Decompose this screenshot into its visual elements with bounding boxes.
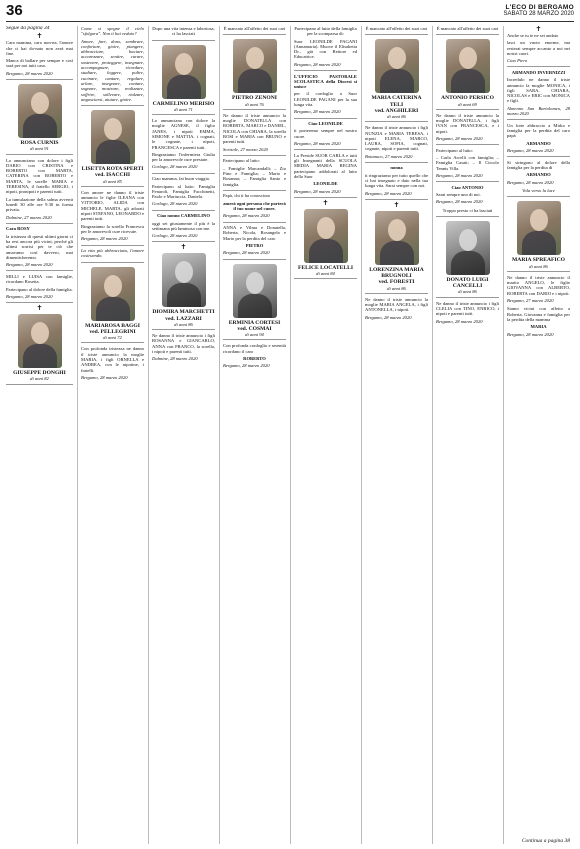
notice-text: Ringraziamo la sorella Francesca per le amorevoli cure ricevute.	[81, 223, 144, 234]
portrait-photo	[18, 84, 62, 138]
notice-text: Cara mamma, caro non-na, l'amore che ci hai do-nato non avrà mai fine.	[6, 40, 73, 56]
notice-text: ARMANDO	[526, 140, 551, 146]
notice-text: Siamo vicini con affetto a Roberta, Giovanna e famiglia per la perdita della mamma	[507, 306, 570, 322]
deceased-age: di anni 94	[245, 331, 264, 337]
notice-text: Partecipano al lutto:	[223, 158, 260, 164]
notice-signature: Bergamo, 28 marzo 2020	[507, 331, 554, 337]
portrait-photo	[18, 314, 62, 368]
obituary-notice	[507, 275, 570, 303]
deceased-name: PIETRO ZENONI	[232, 95, 277, 102]
notice-text: Sarai sempre uno di noi.	[436, 192, 481, 198]
obituary-photo-card	[223, 259, 286, 341]
obituary-notice	[365, 165, 428, 195]
notice-text: Lo annunciano con dolore la moglie AGNESE, il figlio JANES, i nipoti EMMA, SIMONE e MATTIA, i cognati, le cognate, i nipoti, FRANCESCA e parenti tutti.	[152, 118, 215, 150]
obituary-photo-card	[365, 199, 428, 294]
obituary-notice	[6, 274, 73, 299]
notice-text: Ringraziamo l'infermiera Giulia per la amorevole cure prestate.	[152, 151, 215, 163]
obituary-columns	[6, 26, 574, 844]
obituary-photo-card	[507, 196, 570, 272]
notice-text: ARMANDO INVERNIZZI	[511, 69, 566, 75]
divider	[507, 119, 570, 120]
obituary-photo-card	[294, 197, 357, 280]
divider	[294, 70, 357, 71]
portrait-photo	[162, 253, 206, 307]
divider	[152, 210, 215, 211]
notice-text: MARIA	[530, 324, 547, 330]
column-4	[219, 26, 286, 844]
notice-signature: Bergamo, 28 marzo 2020	[294, 188, 341, 194]
divider	[6, 270, 73, 271]
divider	[294, 149, 357, 150]
notice-signature: Bergamo, 28 marzo 2020	[365, 314, 412, 320]
obituary-notice	[294, 26, 357, 67]
notice-text: ROBERTO	[243, 355, 266, 361]
notice-text: MILLI e LUISA con famiglie, ricordano Rosetta.	[6, 273, 73, 285]
notice-text: Con profonda cordoglio e serenità ricordano il caro	[223, 343, 286, 354]
notice-text: – Carlo Arcelli con famiglia; – Famiglia Casati; – Il Circolo Tennis Villa.	[436, 155, 499, 171]
cross-icon: ✝	[36, 304, 43, 313]
notice-signature: Bergamo, 28 marzo 2020	[365, 190, 412, 196]
divider	[436, 181, 499, 182]
obituary-photo-card	[6, 79, 73, 155]
notice-signature: Bergamo, 27 marzo 2020	[507, 298, 554, 304]
deceased-age: di anni 86	[529, 263, 548, 269]
obituary-notice	[507, 188, 570, 193]
notice-text: Ciao ANTONIO	[451, 184, 484, 190]
obituary-photo-card	[436, 216, 499, 298]
notice-text: Cara ROSY	[6, 226, 30, 232]
obituary-photo-card	[223, 34, 286, 110]
deceased-married-name: ved. PELLEGRINI	[89, 328, 136, 335]
notice-text: lasci un vuoto enorme, ma resterai sempre accanto a noi nei nostri cuori.	[507, 40, 570, 56]
portrait-photo	[375, 211, 419, 265]
obituary-notice	[6, 33, 73, 76]
obituary-notice	[436, 148, 499, 178]
obituary-notice	[436, 26, 499, 31]
deceased-name: ERMINIA CORTESI	[228, 319, 281, 326]
deceased-married-name: ved. ANGHILERI	[374, 107, 419, 114]
portrait-photo	[91, 267, 135, 321]
portrait-photo	[446, 221, 490, 275]
portrait-photo	[375, 39, 419, 93]
deceased-age: di anni 86	[458, 289, 477, 295]
notice-text: amerà ogni persona che porterà il tuo nome nel cuore.	[223, 200, 286, 211]
notice-text: Ne danno il triste annuncio la moglie DONATELLA con ROBERTA, MARCO e DANIEL, NICOLA con CHIARA, la sorella ROSI e MARIA con BRUNO e parenti tutti.	[223, 112, 286, 145]
notice-text: Ne danno il triste annuncio il marito ANGELO, le figlie GIOVANNA con ALBERTO, ROBERTA con DARIO e i nipoti.	[507, 274, 570, 296]
notice-text: Partecipano al lutto:	[436, 147, 473, 153]
obituary-notice	[81, 346, 144, 380]
obituary-notice	[223, 113, 286, 152]
notice-text: Troppo presto ci ha lasciati	[442, 207, 493, 213]
divider	[294, 118, 357, 119]
deceased-married-name: ved. ISACCHI	[94, 172, 131, 179]
notice-text: Ne danno il triste annuncio la moglie DONATELLA, i figli IVAN con FRANCESCA, e i nipoti.	[436, 112, 499, 134]
portrait-photo	[233, 264, 277, 318]
notice-text: oggi sei giustamente il più è la settimana più luminosa con me.	[152, 220, 215, 231]
notice-text: Ne danno il triste annuncio i figli ROSANNA e GIANCARLO, ANNA con FRANCO, la sorella, i nipoti e parenti tutti.	[152, 333, 215, 355]
deceased-age: di anni 72	[103, 335, 122, 341]
notice-text: Come si spegne il cielo "sfolgora". Non ti hai veduto?	[81, 26, 144, 37]
divider	[6, 223, 73, 224]
obituary-notice	[436, 208, 499, 213]
cross-icon: ✝	[180, 243, 187, 252]
obituary-notice	[152, 176, 215, 206]
notice-text: Si stringono al dolore della famiglia per la perdita di	[507, 159, 570, 171]
obituary-notice	[81, 248, 144, 259]
column-2	[77, 26, 144, 844]
obituary-photo-card	[81, 262, 144, 344]
obituary-photo-card	[152, 40, 215, 116]
notice-signature: Bergamo, 28 marzo 2020	[6, 70, 53, 76]
obituary-notice	[81, 26, 144, 102]
notice-text: Un forte abbraccio a Mirko e famiglia per la perdita del caro papà	[507, 122, 570, 139]
notice-text: Papà, chi ti ha conosciuto	[223, 193, 271, 199]
obituary-notice	[507, 160, 570, 185]
notice-text: nonna	[390, 165, 403, 171]
divider	[152, 173, 215, 174]
obituary-notice	[152, 118, 215, 170]
obituary-photo-card	[6, 302, 73, 385]
notice-text: Partecipano al lutto: Famiglia Fenaroli, Famiglia Facchinetti, Paolo e Mariuccia, Daniela.	[152, 183, 215, 200]
notice-text: L'UFFICIO PASTORALE SCOLASTICA della Diocesi si unisce	[294, 73, 357, 90]
notice-signature: Bergamo, 28 marzo 2020	[507, 179, 554, 185]
deceased-name: ROSA CURNIS	[20, 140, 59, 147]
notice-text: Amore, fare, dono, sembrare, confortare, gioire, piangere, abbracciare, baciare, accarezzare, sentire, curare, sostenere, proteggere, insegnare, accompagnare, ricordare, studiare, leggere, pulire, cucinare, cantare, regalare, urlare, insegnare, contare, sognare, mostrare, realizzare, soffrire, sollevare, rialzare, angosciarsi, aiutare, gioire.	[81, 38, 144, 102]
divider	[365, 162, 428, 163]
notice-text: La tumulazione della salma avverrà lunedì 30 alle ore 9.30 in forma privata.	[6, 196, 73, 213]
notice-signature: Bergamo, 28 marzo 2020	[223, 213, 270, 219]
divider	[223, 155, 286, 156]
notice-signature: Bergamo, 28 marzo 2020	[436, 135, 483, 141]
deceased-name: MARIAROSA BAGGI	[85, 322, 140, 329]
notice-text: PIETRO	[245, 242, 264, 248]
divider	[81, 245, 144, 246]
notice-signature: Gorlago, 28 marzo 2020	[152, 164, 198, 170]
obituary-notice	[223, 343, 286, 368]
notice-signature: Bergamo, 28 marzo 2020	[294, 141, 341, 147]
notice-text: Ciao mamma, fai buon viaggio.	[152, 176, 211, 182]
column-1	[6, 26, 73, 844]
notice-text: Anche se tu te ne sei andato	[507, 33, 559, 38]
deceased-name: GIUSEPPE DONGHI	[13, 370, 66, 377]
issue-date: SABATO 28 MARZO 2020	[503, 11, 574, 17]
notice-signature: Ciao Piero	[507, 58, 528, 64]
obituary-notice	[436, 113, 499, 141]
deceased-age: di anni 84	[316, 271, 335, 277]
column-6	[361, 26, 428, 844]
obituary-notice	[365, 125, 428, 159]
notice-text: La vita più abbracciata, l'amore costruendo.	[81, 248, 144, 259]
notice-text: ARMANDO	[526, 172, 551, 178]
cross-icon: ✝	[393, 200, 400, 209]
masthead	[504, 4, 574, 18]
obituary-notice	[81, 190, 144, 242]
notice-signature: Bergamo, 28 marzo 2020	[436, 172, 483, 178]
obituary-notice	[152, 213, 215, 238]
continued-to: Continua a pagina 38	[521, 837, 570, 844]
divider	[223, 190, 286, 191]
notice-text: Partecipano al dolore della famiglia.	[6, 286, 73, 292]
obituary-photo-card	[152, 241, 215, 330]
obituary-photo-card	[436, 34, 499, 110]
obituary-notice	[223, 193, 286, 218]
cross-icon: ✝	[322, 198, 329, 207]
notice-signature: Bergamo, 28 marzo 2020	[6, 262, 53, 268]
notice-signature: Bergamo, 28 marzo 2020	[223, 250, 270, 256]
notice-text: Incredulo ne danno il triste annuncio la moglie MONICA, i figli SARA, CHIARA, NICOLAS e ERIC con MONICA e figli.	[507, 77, 570, 104]
deceased-age: di anni 71	[174, 106, 193, 112]
portrait-photo	[304, 209, 348, 263]
deceased-married-name: ved. LAZZARI	[165, 315, 202, 322]
divider	[507, 156, 570, 157]
notice-text: ti porteremo sempre nel nostro cuore.	[294, 128, 357, 139]
deceased-married-name: ved. COSMAI	[237, 325, 272, 332]
deceased-name: CARMELINO MERISIO	[152, 100, 215, 107]
deceased-age: di anni 86	[174, 321, 193, 327]
notice-signature: Almenno San Bartolomeo, 28 marzo 2020	[507, 105, 570, 117]
notice-signature: Botanuco, 27 marzo 2020	[365, 153, 413, 159]
obituary-notice	[436, 301, 499, 324]
deceased-name: MARIA CATERINA TELI	[371, 95, 422, 108]
obituary-notice	[223, 158, 286, 186]
obituary-notice	[152, 26, 215, 37]
deceased-name: LISETTA ROTA SPERTI	[81, 166, 144, 173]
notice-text: Vola verso la luce	[522, 188, 555, 194]
notice-text: Ciao nonno CARMELINO	[157, 213, 210, 219]
deceased-age: di anni 69	[458, 101, 477, 107]
notice-text: Manca di ballare per sempre e così sarà per noi tutti caso.	[6, 58, 73, 69]
obituary-photo-card	[365, 34, 428, 122]
obituary-notice	[436, 185, 499, 205]
notice-text: Con profonda tristezza ne danno il triste annuncio la moglie MARIA, i figli ORNELLA e ANDREA, con le nipotine, i fratelli.	[81, 346, 144, 373]
obituary-notice	[6, 226, 73, 267]
deceased-age: di anni 82	[30, 376, 49, 382]
notice-signature: Gorlago, 28 marzo 2020	[152, 233, 198, 239]
deceased-name: DIOMIRA MARCHETTI	[152, 309, 215, 316]
notice-text: Partecipano al lutto della famiglia per la scomparsa di:	[294, 26, 357, 37]
deceased-name: ANTONIO PERSICO	[441, 95, 494, 102]
notice-text: Dopo una vita intensa e laboriosa, ci ha lasciati	[152, 26, 215, 37]
notice-signature: Bergamo, 28 marzo 2020	[81, 236, 128, 242]
cross-icon: ✝	[535, 26, 542, 33]
notice-text: Ne danno il triste annuncio la moglie MARIA ANGELA, i figli ANTONELLA, i nipoti.	[365, 296, 428, 313]
notice-text: Ciao LEONILDE	[308, 121, 343, 127]
notice-text: La Preside SUOR CARLA e tutti gli Insegnanti della SCUOLA MEDIA MARIA REGINA partecipano addolorati al lutto della Suor	[294, 152, 357, 180]
column-8	[503, 26, 570, 844]
obituary-notice	[152, 333, 215, 361]
portrait-photo	[162, 45, 206, 99]
deceased-age: di anni 86	[387, 113, 406, 119]
notice-text: Ne danno il triste annuncio i figli NUNZIA e MARIA TERESA, i nipoti ELENA, MARCO, LAURA, SOFIA, cognati, cognate, nipoti e parenti tutti.	[365, 125, 428, 152]
deceased-age: di anni 91	[30, 146, 49, 152]
column-7	[432, 26, 499, 844]
notice-signature: Bergamo, 28 marzo 2020	[223, 363, 270, 369]
notice-text: Ne danno il triste annuncio i figli CLELIA con TINO, ENRICO, i nipoti e parenti tutti.	[436, 300, 499, 317]
obituary-notice	[294, 74, 357, 115]
notice-text: Suor LEONILDE PAGANI (Annamaria). Muove il Elisabetta Dr., già con Rettore ed Educatrice.	[294, 38, 357, 60]
cross-icon: ✝	[36, 32, 43, 41]
notice-signature: Bergamo, 28 marzo 2020	[436, 318, 483, 324]
obituary-notice	[294, 153, 357, 194]
notice-signature: Bergamo, 28 marzo 2020	[294, 61, 341, 67]
notice-text: la tristezza di questi ultimi giorni ci ha resi ancora più vicini, perché gli ultimi sorrisi per te ciò che amavamo così davvero, mai dimenticheremo.	[6, 233, 73, 260]
page-number: 36	[6, 2, 23, 19]
deceased-name: LORENZINA MARIA BRUGNOLI	[369, 266, 424, 280]
deceased-name: FELICE LOCATELLI	[297, 264, 354, 271]
divider	[223, 222, 286, 223]
portrait-photo	[517, 201, 561, 255]
deceased-name: MARIA SPREAFICO	[512, 257, 565, 264]
obituary-notice	[507, 70, 570, 116]
page-header	[6, 4, 574, 22]
notice-signature: Bergamo, 28 marzo 2020	[294, 109, 341, 115]
portrait-photo	[91, 110, 135, 164]
deceased-age: di anni 76	[245, 101, 264, 107]
deceased-age: di anni 85	[103, 178, 122, 184]
deceased-age: di anni 86	[387, 285, 406, 291]
obituary-notice	[6, 158, 73, 220]
obituary-notice	[294, 121, 357, 146]
notice-signature: Sorisole, 27 marzo 2020	[223, 146, 268, 152]
notice-signature: Bergamo, 28 marzo 2020	[81, 374, 128, 380]
column-5	[290, 26, 357, 844]
obituary-notice	[365, 297, 428, 320]
divider	[436, 144, 499, 145]
deceased-married-name: ved. FORESTI	[378, 279, 415, 286]
notice-signature: Gorlago, 28 marzo 2020	[152, 201, 198, 207]
notice-signature: Dalmine, 27 marzo 2020	[6, 214, 52, 220]
obituary-notice	[507, 123, 570, 153]
obituary-notice	[507, 306, 570, 336]
notice-signature: Bergamo, 28 marzo 2020	[436, 199, 483, 205]
deceased-name: DONATO LUIGI CANCELLI	[446, 276, 489, 290]
notice-signature: Bergamo, 28 marzo 2020	[6, 293, 53, 299]
notice-text: LEONILDE	[313, 181, 338, 187]
obituary-notice	[365, 26, 428, 31]
notice-text: Lo annunciano con dolore i figli DARIO con CRISTINA e ROBERTO con MARTA, CATERINA con ROBERTO e MARTA, le sorelle MARIA e TERESINA, il fratello SERGIO, i nipoti, pronipoti e parenti tutti.	[6, 157, 73, 195]
brand-name: L'ECO DI BERGAMO	[505, 4, 574, 11]
obituary-photo-card	[81, 105, 144, 187]
portrait-photo	[446, 39, 490, 93]
obituary-notice	[223, 225, 286, 255]
divider	[507, 66, 570, 67]
notice-text: È mancato all'affetto dei suoi cari	[223, 26, 286, 31]
column-3	[148, 26, 215, 844]
obituary-notice	[223, 26, 286, 31]
notice-text: È mancato all'affetto dei suoi cari	[365, 26, 428, 31]
notice-text: ANNA e Vilma e Donatella, Roberta, Nicola, Rosangela e Mario per la perdita del caro	[223, 225, 286, 241]
notice-signature: Bergamo, 28 marzo 2020	[507, 148, 554, 154]
notice-text: per il cordoglio a Suor LEONILDE PAGANI per la sua lunga vita.	[294, 91, 357, 108]
obituary-notice	[507, 26, 570, 63]
notice-text: È mancato all'affetto dei suoi cari	[436, 26, 499, 31]
notice-text: – Famiglie Marcandalli; – Zio Pino e Famiglia; – Mario e Rosanna; – Famiglia Santo e famiglia.	[223, 165, 286, 187]
notice-signature: Dalmine, 28 marzo 2020	[152, 356, 198, 362]
notice-text: ti ringraziamo per tutto quello che ci hai insegnato e dato nella tua lunga vita. Sarai sempre con noi.	[365, 172, 428, 189]
continued-from: Segue da pagina 34	[6, 26, 50, 31]
portrait-photo	[233, 39, 277, 93]
notice-text: Con amore ne danno il triste annuncio le figlie ILEANA con VITTORIO, ALIDA con MICHELE, MARTA, gli adorati nipoti STEFANO, LEONARDO e parenti tutti.	[81, 189, 144, 222]
